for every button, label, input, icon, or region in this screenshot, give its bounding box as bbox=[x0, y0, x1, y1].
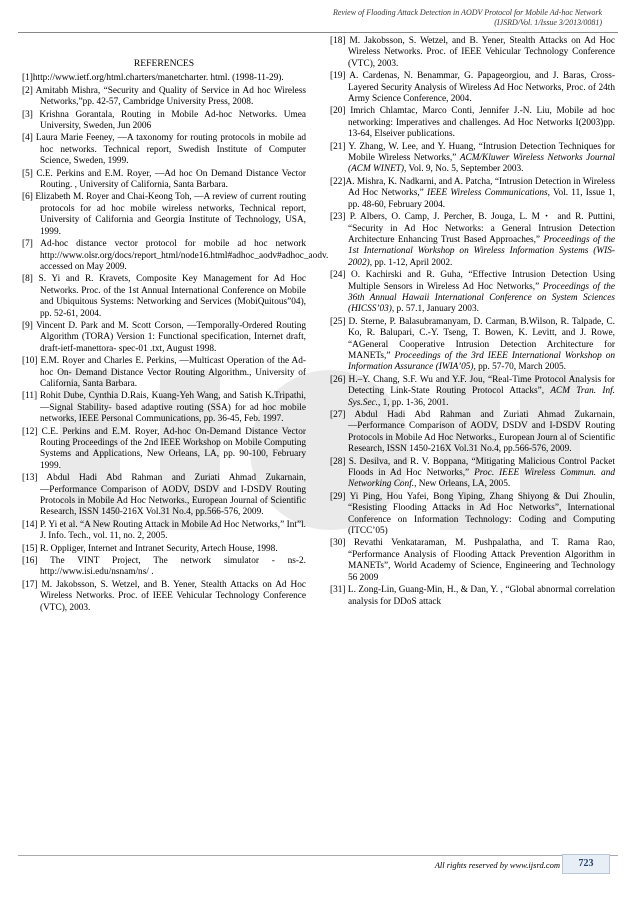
reference-entry bbox=[22, 544, 306, 555]
reference-text: [15] R. Oppliger, Internet and Intranet Security, Artech House, 1998. bbox=[22, 543, 278, 554]
reference-text: [12] C.E. Perkins and E.M. Royer, Ad-hoc On-Demand Distance Vector Routing Proceedings of the 2nd IEEE Workshop on Mobile Computing Systems and Applications, New Orleans, LA, pp. 90-100, February 1999. bbox=[22, 426, 306, 471]
reference-text: [13] Abdul Hadi Abd Rahman and Zuriati Ahmad Zukarnain, ―Performance Comparison of AODV, DSDV and I-DSDV Routing Protocols in Mobile Ad Hoc Networks., European Journal of Scientific Research, ISSN 1450-216X Vol.31 No.4, pp.566-576, 2009. bbox=[22, 473, 306, 518]
reference-entry bbox=[22, 169, 306, 192]
reference-venue: Proceedings of the 3rd IEEE International Workshop on Information Assurance (IWIA’05) bbox=[348, 350, 615, 373]
reference-entry bbox=[330, 71, 615, 105]
reference-entry bbox=[22, 73, 306, 84]
reference-text: , Vol. 9, No. 5, September 2003. bbox=[404, 164, 524, 175]
reference-entry bbox=[22, 192, 306, 238]
footer-rights: All rights reserved by www.ijsrd.com bbox=[434, 860, 560, 870]
reference-entry bbox=[330, 375, 615, 409]
reference-entry bbox=[330, 142, 615, 176]
reference-text: [22]A. Mishra, K. Nadkarni, and A. Patcha, “Intrusion Detection in Wireless Ad Hoc Networks,” bbox=[330, 176, 615, 199]
reference-text: [25] D. Sterne, P. Balasubramanyam, D. Carman, B.Wilson, R. Talpade, C. Ko, R. Balupari, C.-Y. Tseng, T. Bowen, K. Levitt, and J. Rowe, “AGeneral Cooperative Intrusion Detection Architecture for MANETs,” bbox=[330, 316, 615, 361]
reference-entry bbox=[22, 356, 306, 390]
reference-text: [20] Imrich Chlamtac, Marco Conti, Jennifer J.-N. Liu, Mobile ad hoc networking: Imperatives and challenges. Ad Hoc Networks I(2003)pp. 13-64, Elseiver publications. bbox=[330, 106, 615, 140]
reference-text: , New Orleans, LA, 2005. bbox=[414, 479, 511, 490]
reference-entry bbox=[22, 274, 306, 320]
right-column bbox=[330, 36, 615, 609]
page-number: 723 bbox=[562, 854, 610, 874]
reference-text: [19] A. Cardenas, N. Benammar, G. Papageorgiou, and J. Baras, Cross-Layered Security Analysis of Wireless Ad Hoc Networks, Proc. of 24th Army Science Conference, 2004. bbox=[330, 71, 615, 105]
reference-text: , p. 57.1, January 2003. bbox=[391, 304, 479, 315]
reference-text: [27] Abdul Hadi Abd Rahman and Zuriati Ahmad Zukarnain, ―Performance Comparison of AODV, DSDV and I-DSDV Routing Protocols in Mobile Ad Hoc Networks., European Journ al of Scientific Research, ISSN 1450-216X Vol.31 No.4, pp.566-576, 2009. bbox=[330, 410, 615, 455]
references-heading: REFERENCES bbox=[133, 58, 195, 69]
reference-text: [29] Yi Ping, Hou Yafei, Bong Yiping, Zhang Shiyong & Dui Zhoulin, “Resisting Flooding Attacks in Ad Hoc Networks”, International Conference on Information Technology: Coding and Computing (ITCC’05) bbox=[330, 491, 615, 537]
reference-text: [8] S. Yi and R. Kravets, Composite Key Management for Ad Hoc Networks. Proc. of the 1st Annual International Conference on Mobile and Ubiquitous Systems: Networking and Services (MobiQuitous”04), pp. 52-61, 2004. bbox=[22, 274, 306, 319]
reference-text: [14] P. Yi et al. “A New Routing Attack in Mobile Ad Hoc Networks,” Int”l. J. Info. Tech., vol. 11, no. 2, 2005. bbox=[22, 519, 306, 542]
reference-text: [1]http://www.ietf.org/html.charters/manetcharter. html. (1998-11-29). bbox=[22, 73, 284, 84]
reference-entry bbox=[330, 177, 615, 211]
reference-text: , Vol. 11, Issue 1, pp. 48-60, February 2004. bbox=[348, 188, 615, 210]
reference-entry bbox=[22, 427, 306, 473]
header-rule bbox=[18, 32, 618, 33]
reference-entry bbox=[22, 86, 306, 109]
reference-text: [10] E.M. Royer and Charles E. Perkins, ―Multicast Operation of the Ad-hoc On- Demand Distance Vector Routing Algorithm., University of California, Santa Barbara. bbox=[22, 356, 306, 389]
reference-text: [24] O. Kachirski and R. Guha, “Effective Intrusion Detection Using Multiple Sensors in Wireless Ad Hoc Networks,” bbox=[330, 270, 615, 292]
reference-text: [30] Revathi Venkataraman, M. Pushpalatha, and T. Rama Rao, “Performance Analysis of Flooding Attack Prevention Algorithm in MANETs”, World Academy of Science, Engineering and Technology 56 2009 bbox=[330, 538, 615, 583]
reference-entry bbox=[22, 520, 306, 543]
right-reference-list bbox=[330, 36, 615, 608]
reference-text: [6] Elizabeth M. Royer and Chai-Keong Toh, ―A review of current routing protocols for ad hoc mobile wireless networks, Technical report, University of California and Georgia Institute of Technology, USA, 1999. bbox=[22, 192, 306, 237]
reference-text: , pp. 57-70, March 2005. bbox=[473, 362, 566, 373]
reference-text: [17] M. Jakobsson, S. Wetzel, and B. Yener, Stealth Attacks on Ad Hoc Wireless Networks. Proc. of IEEE Vehicular Technology Conference (VTC), 2003. bbox=[22, 579, 306, 613]
reference-venue: ACM Tran. Inf. Sys.Sec. bbox=[348, 386, 615, 408]
reference-text: [16] The VINT Project, The network simulator - ns-2. http://www.isi.edu/nsnam/ns/ . bbox=[22, 556, 306, 578]
reference-entry bbox=[330, 270, 615, 316]
reference-entry bbox=[330, 36, 615, 70]
left-reference-list bbox=[22, 73, 329, 614]
reference-text: [31] L. Zong-Lin, Guang-Min, H., & Dan, Y. , “Global abnormal correlation analysis for DDoS attack bbox=[330, 585, 615, 607]
footer-rule bbox=[18, 855, 618, 856]
left-column bbox=[22, 36, 329, 615]
running-header bbox=[182, 8, 602, 28]
header-issue: (IJSRD/Vol. 1/Issue 3/2013/0081) bbox=[494, 18, 602, 27]
reference-venue: Proceedings of the 1st International Workshop on Wireless Information Systems (WIS-2002) bbox=[348, 234, 615, 268]
reference-text: [21] Y. Zhang, W. Lee, and Y. Huang, “Intrusion Detection Techniques for Mobile Wireless Networks,” bbox=[330, 141, 615, 164]
reference-entry bbox=[22, 580, 306, 614]
reference-entry bbox=[22, 321, 306, 355]
reference-text: [7] Ad-hoc distance vector protocol for mobile ad hoc network http://www.olsr.org/docs/report_html/node16.html#adhoc_aodv#adhoc_aodv. accessed on May 2009. bbox=[22, 239, 329, 272]
reference-text: [28] S. Desilva, and R. V. Boppana, “Mitigating Malicious Control Packet Floods in Ad Hoc Networks,” bbox=[330, 456, 615, 479]
reference-entry bbox=[22, 110, 306, 133]
reference-entry bbox=[22, 391, 306, 425]
reference-entry bbox=[22, 556, 306, 579]
reference-entry bbox=[22, 473, 306, 519]
reference-text: [9] Vincent D. Park and M. Scott Corson, ―Temporally-Ordered Routing Algorithm (TORA) Version 1: Functional specification, Internet draft, draft-ietf-manettora- spec-01 .txt, August 1998. bbox=[22, 320, 306, 354]
reference-entry bbox=[22, 133, 306, 167]
reference-entry bbox=[330, 212, 615, 269]
reference-text: [3] Krishna Gorantala, Routing in Mobile Ad-hoc Networks. Umea University, Sweden, Jun 2006 bbox=[22, 109, 306, 132]
reference-text: [11] Rohit Dube, Cynthia D.Rais, Kuang-Yeh Wang, and Satish K.Tripathi, ―Signal Stability- based adaptive routing (SSA) for ad hoc mobile networks, IEEE Personal Communications, pp. 36-45, Feb. 1997. bbox=[22, 391, 306, 425]
reference-entry bbox=[330, 106, 615, 140]
reference-text: [26] H.–Y. Chang, S.F. Wu and Y.F. Jou, “Real-Time Protocol Analysis for Detecting Link-State Routing Protocol Attacks”, bbox=[330, 374, 615, 397]
reference-entry bbox=[330, 585, 615, 608]
reference-venue: Proceedings of the 36th Annual Hawaii International Conference on System Sciences (HICSS’03) bbox=[348, 281, 615, 315]
reference-entry bbox=[330, 317, 615, 374]
reference-entry bbox=[22, 239, 329, 273]
reference-entry bbox=[330, 410, 615, 456]
reference-venue: IEEE Wireless Communications bbox=[427, 188, 548, 199]
reference-text: , pp. 1-12, April 2002. bbox=[369, 257, 453, 268]
reference-entry bbox=[330, 492, 615, 538]
reference-entry bbox=[330, 538, 615, 584]
reference-text: [2] Amitabh Mishra, “Security and Quality of Service in Ad hoc Wireless Networks,”pp. 42-57, Cambridge University Press, 2008. bbox=[22, 85, 306, 108]
reference-text: [23] P. Albers, O. Camp, J. Percher, B. Jouga, L. M・ and R. Puttini, “Security in Ad Hoc Networks: a General Intrusion Detection Architecture Enhancing Trust Based Approaches,” bbox=[330, 212, 615, 245]
reference-text: [18] M. Jakobsson, S. Wetzel, and B. Yener, Stealth Attacks on Ad Hoc Wireless Networks. Proc. of IEEE Vehicular Technology Conference (VTC), 2003. bbox=[330, 36, 615, 69]
reference-text: [4] Laura Marie Feeney, ―A taxonomy for routing protocols in mobile ad hoc networks. Technical report, Swedish Institute of Computer Science, Sweden, 1999. bbox=[22, 133, 306, 167]
reference-venue: ACM/Kluwer Wireless Networks Journal (ACM WINET) bbox=[348, 153, 615, 175]
reference-text: [5] C.E. Perkins and E.M. Royer, ―Ad hoc On Demand Distance Vector Routing. , University of California, Santa Barbara. bbox=[22, 168, 306, 191]
reference-entry bbox=[330, 457, 615, 491]
header-title: Review of Flooding Attack Detection in AODV Protocol for Mobile Ad-hoc Network bbox=[332, 8, 602, 17]
reference-text: , 1, pp. 1-36, 2001. bbox=[377, 397, 449, 408]
reference-venue: Proc. IEEE Wireless Commun. and Networking Conf. bbox=[348, 468, 615, 490]
